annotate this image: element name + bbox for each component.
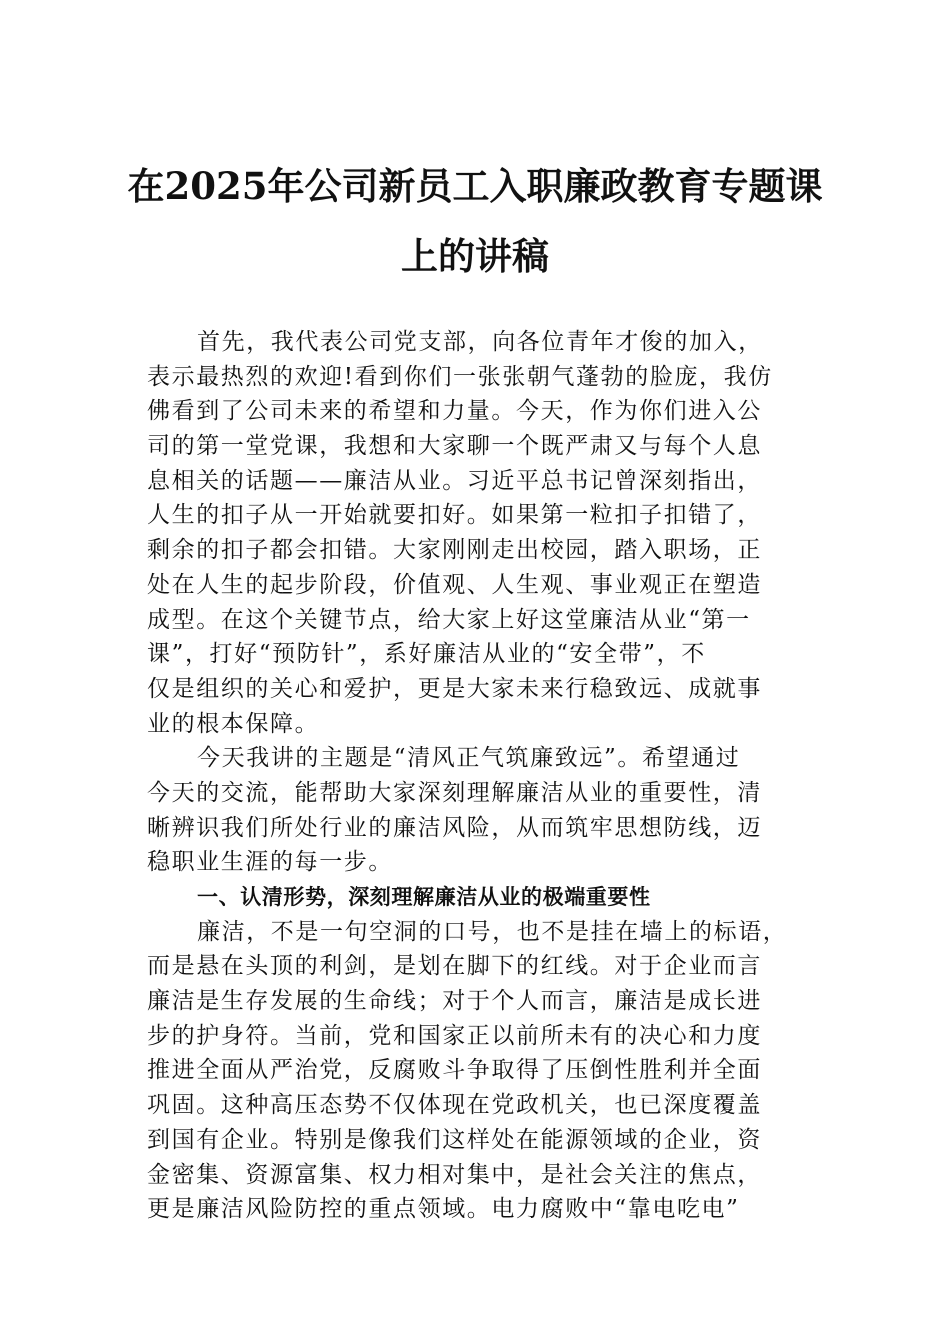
body-line: 业的根本保障。 [147,710,320,737]
body-line: 成型。在这个关键节点，给大家上好这堂廉洁从业“第一 [147,606,751,633]
body-line: 课”，打好“预防针”，系好廉洁从业的“安全带”，不 [147,641,706,668]
body-line: 推进全面从严治党，反腐败斗争取得了压倒性胜利并全面 [147,1057,762,1084]
body-line: 而是悬在头顶的利剑，是划在脚下的红线。对于企业而言 [147,953,762,980]
body-line: 今天的交流，能帮助大家深刻理解廉洁从业的重要性，清 [147,779,762,806]
body-line: 廉洁是生存发展的生命线；对于个人而言，廉洁是成长进 [147,988,762,1015]
body-line: 步的护身符。当前，党和国家正以前所未有的决心和力度 [147,1022,762,1049]
body-line: 今天我讲的主题是“清风正气筑廉致远”。希望通过 [197,745,741,772]
body-line: 人生的扣子从一开始就要扣好。如果第一粒扣子扣错了， [147,502,762,529]
body-line: 剩余的扣子都会扣错。大家刚刚走出校园，踏入职场，正 [147,537,762,564]
body-line: 廉洁，不是一句空洞的口号，也不是挂在墙上的标语， [197,918,788,945]
document-title-line-1: 在2025年公司新员工入职廉政教育专题课 [127,164,823,208]
body-line: 佛看到了公司未来的希望和力量。今天，作为你们进入公 [147,398,762,425]
section-heading: 一、认清形势，深刻理解廉洁从业的极端重要性 [197,885,651,909]
body-line: 到国有企业。特别是像我们这样处在能源领域的企业，资 [147,1126,762,1153]
body-line: 司的第一堂党课，我想和大家聊一个既严肃又与每个人息 [147,433,762,460]
body-line: 稳职业生涯的每一步。 [147,849,393,876]
body-line: 表示最热烈的欢迎!看到你们一张张朝气蓬勃的脸庞，我仿 [147,363,773,390]
body-line: 晰辨识我们所处行业的廉洁风险，从而筑牢思想防线，迈 [147,814,762,841]
body-line: 仅是组织的关心和爱护，更是大家未来行稳致远、成就事 [147,675,762,702]
body-line: 更是廉洁风险防控的重点领域。电力腐败中“靠电吃电” [147,1196,740,1223]
document-title-line-2: 上的讲稿 [401,234,549,278]
body-line: 处在人生的起步阶段，价值观、人生观、事业观正在塑造 [147,571,762,598]
body-line: 巩固。这种高压态势不仅体现在党政机关，也已深度覆盖 [147,1092,762,1119]
body-line: 首先，我代表公司党支部，向各位青年才俊的加入， [197,329,763,355]
document-body [147,325,807,1227]
body-line: 息相关的话题——廉洁从业。习近平总书记曾深刻指出， [147,467,762,494]
body-line: 金密集、资源富集、权力相对集中，是社会关注的焦点， [147,1161,762,1188]
